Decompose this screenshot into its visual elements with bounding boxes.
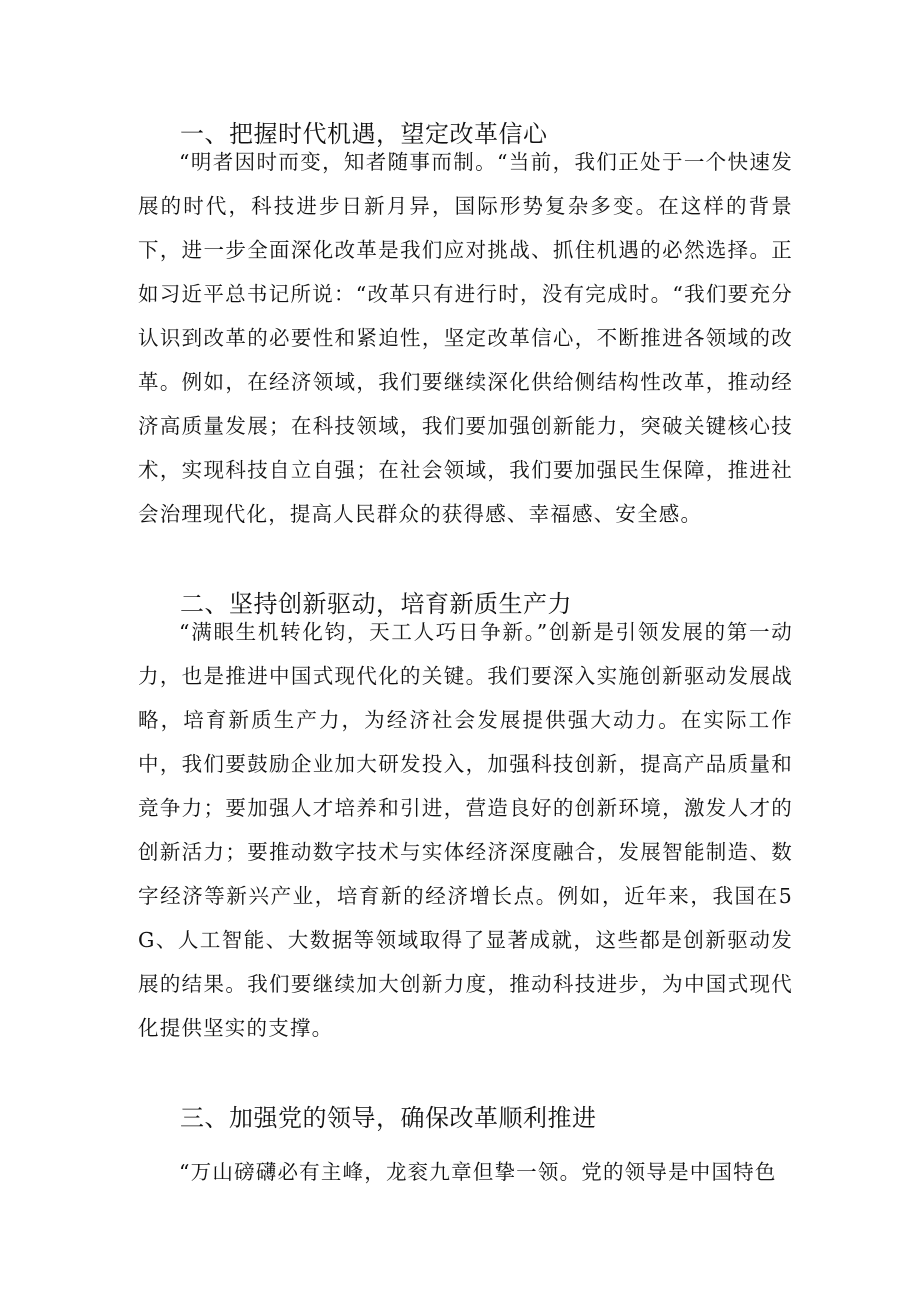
section-1-paragraph: “明者因时而变，知者随事而制。“当前，我们正处于一个快速发展的时代，科技进步日新月异，国际形势复杂多变。在这样的背景下，进一步全面深化改革是我们应对挑战、抓住机遇的必然选择。正如习近平总书记所说：“改革只有进行时，没有完成时。“我们要充分认识到改革的必要性和紧迫性，坚定改革信心，不断推进各领域的改革。例如，在经济领域，我们要继续深化供给侧结构性改革，推动经济高质量发展；在科技领域，我们要加强创新能力，突破关键核心技术，实现科技自立自强；在社会领域，我们要加强民生保障，推进社会治理现代化，提高人民群众的获得感、幸福感、安全感。: [138, 150, 793, 526]
section-3-heading: 三、加强党的领导，确保改革顺利推进: [180, 1104, 597, 1132]
section-1-heading: 一、把握时代机遇，望定改革信心: [180, 120, 548, 148]
section-3-paragraph: “万山磅礴必有主峰，龙衮九章但挚一领。党的领导是中国特色: [179, 1160, 777, 1184]
section-2-heading: 二、坚持创新驱动，培育新质生产力: [180, 590, 572, 618]
section-2-paragraph: “满眼生机转化钧，天工人巧日争新。”创新是引领发展的第一动力，也是推进中国式现代化的关键。我们要深入实施创新驱动发展战略，培育新质生产力，为经济社会发展提供强大动力。在实际工作中，我们要鼓励企业加大研发投入，加强科技创新，提高产品质量和竞争力；要加强人才培养和引进，营造良好的创新环境，激发人才的创新活力；要推动数字技术与实体经济深度融合，发展智能制造、数字经济等新兴产业，培育新的经济增长点。例如，近年来，我国在5G、人工智能、大数据等领域取得了显著成就，这些都是创新驱动发展的结果。我们要继续加大创新力度，推动科技进步，为中国式现代化提供坚实的支撑。: [138, 620, 793, 1040]
